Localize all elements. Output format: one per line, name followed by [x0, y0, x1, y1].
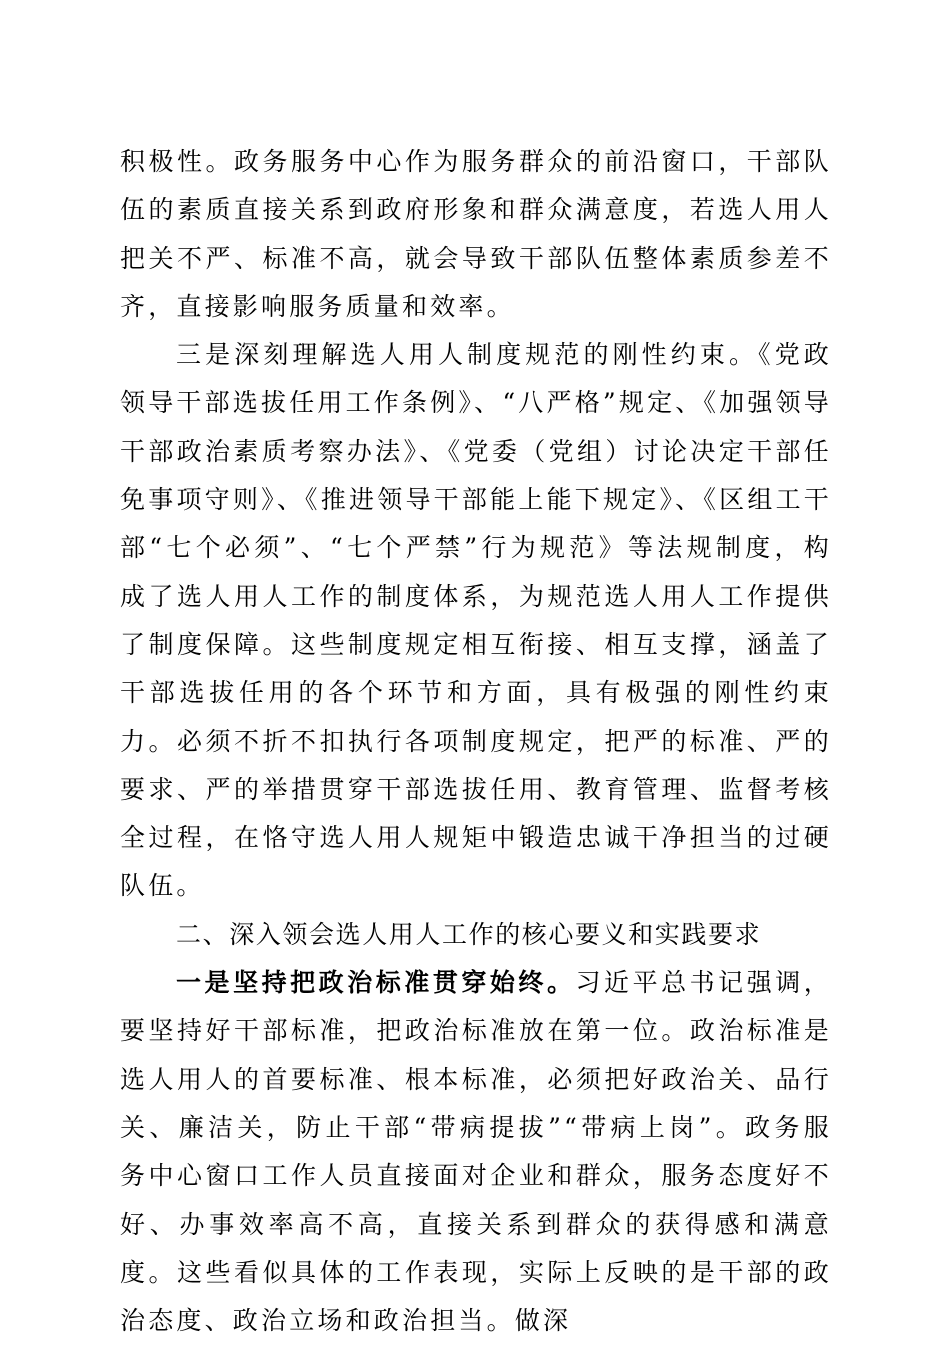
paragraph-point-one-lead: 一是坚持把政治标准贯穿始终。 — [176, 968, 576, 998]
paragraph-point-one-body: 习近平总书记强调，要坚持好干部标准，把政治标准放在第一位。政治标准是选人用人的首要标准、根本标准，必须把好政治关、品行关、廉洁关，防止干部“带病提拔”“带病上岗”。政务服务中心窗口工作人员直接面对企业和群众，服务态度好不好、办事效率高不高，直接关系到群众的获得感和满意度。这些看似具体的工作表现，实际上反映的是干部的政治态度、政治立场和政治担当。做深 — [120, 968, 832, 1336]
section-two-heading: 二、深入领会选人用人工作的核心要义和实践要求 — [176, 919, 762, 949]
paragraph-point-one — [120, 959, 832, 1345]
document-body — [120, 138, 832, 1345]
paragraph-point-three: 三是深刻理解选人用人制度规范的刚性约束。《党政领导干部选拔任用工作条例》、“八严格”规定、《加强领导干部政治素质考察办法》、《党委（党组）讨论决定干部任免事项守则》、《推进领导干部能上能下规定》、《区组工干部“七个必须”、“七个严禁”行为规范》等法规制度，构成了选人用人工作的制度体系，为规范选人用人工作提供了制度保障。这些制度规定相互衔接、相互支撑，涵盖了干部选拔任用的各个环节和方面，具有极强的刚性约束力。必须不折不扣执行各项制度规定，把严的标准、严的要求、严的举措贯穿干部选拔任用、教育管理、监督考核全过程，在恪守选人用人规矩中锻造忠诚干净担当的过硬队伍。 — [120, 340, 832, 901]
paragraph-continued: 积极性。政务服务中心作为服务群众的前沿窗口，干部队伍的素质直接关系到政府形象和群众满意度，若选人用人把关不严、标准不高，就会导致干部队伍整体素质参差不齐，直接影响服务质量和效率。 — [120, 147, 832, 321]
